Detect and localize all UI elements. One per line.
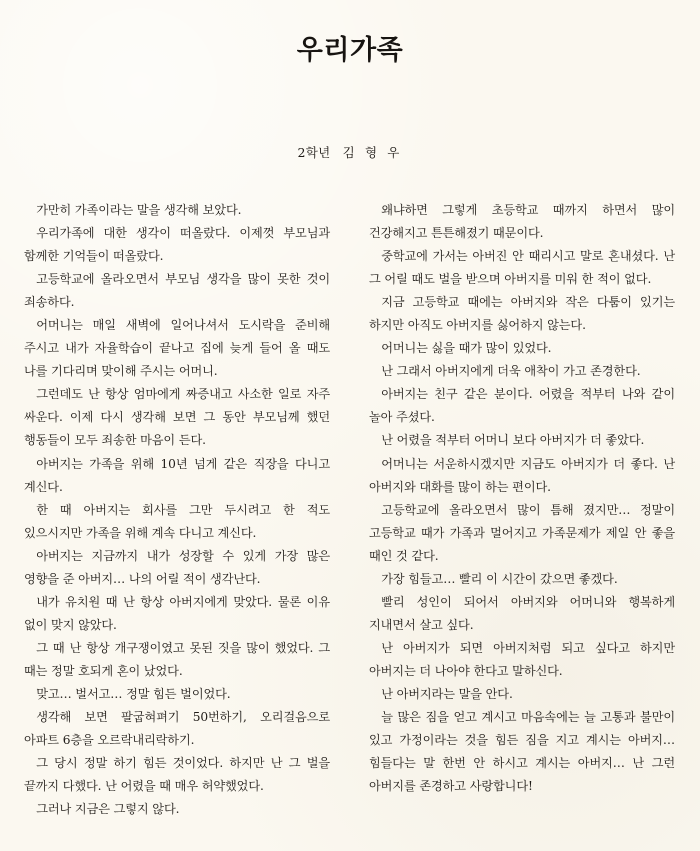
paragraph-left-4: 어머니는 매일 새벽에 일어나셔서 도시락을 준비해 주시고 내가 자율학습이 끝나고 집에 늦게 들어 올 때도 나를 기다리며 맞이해 주시는 어머니. [24, 318, 330, 379]
paragraph-left-2: 우리가족에 대한 생각이 떠올랐다. 이제껏 부모님과 함께한 기억들이 떠올랐다. [24, 226, 330, 264]
right-column [369, 199, 675, 798]
paragraph-right-10: 가장 힘들고… 빨리 이 시간이 갔으면 좋겠다. [381, 571, 618, 586]
paragraph-left-5: 그런데도 난 항상 엄마에게 짜증내고 사소한 일로 자주 싸운다. 이제 다시 생각해 보면 그 동안 부모님께 했던 행동들이 모두 죄송한 마음이 든다. [24, 387, 330, 448]
student-grade: 2학년 [297, 145, 331, 160]
paragraph-left-8: 아버지는 지금까지 내가 성장할 수 있게 가장 많은 영향을 준 아버지… 나의 어릴 적이 생각난다. [24, 548, 330, 586]
paragraph-left-9: 내가 유치원 때 난 항상 아버지에게 맞았다. 물론 이유 없이 맞지 않았다. [24, 594, 330, 632]
paragraph-right-9: 고등학교에 올라오면서 많이 틈해 졌지만… 정말이 고등학교 때가 가족과 멀어지고 가족문제가 제일 안 좋을 때인 것 같다. [369, 502, 675, 563]
paragraph-left-14: 그러나 지금은 그렇지 않다. [36, 802, 180, 817]
paragraph-right-4: 어머니는 싫을 때가 많이 있었다. [381, 341, 552, 356]
paragraph-left-7: 한 때 아버지는 회사를 그만 두시려고 한 적도 있으시지만 가족을 위해 계속 다니고 계신다. [24, 502, 330, 540]
paragraph-right-11: 빨리 성인이 되어서 아버지와 어머니와 행복하게 지내면서 살고 싶다. [369, 594, 675, 632]
paragraph-left-6: 아버지는 가족을 위해 10년 넘게 같은 직장을 다니고 계신다. [24, 456, 330, 494]
paragraph-right-3: 지금 고등학교 때에는 아버지와 작은 다툼이 있기는 하지만 아직도 아버지를 싫어하지 않는다. [369, 295, 675, 333]
paragraph-right-1: 왜냐하면 그렇게 초등학교 때까지 하면서 많이 건강해지고 튼튼해졌기 때문이다. [369, 203, 675, 241]
paragraph-right-12: 난 아버지가 되면 아버지처럼 되고 싶다고 하지만 아버지는 더 나아야 한다고 말하신다. [369, 640, 675, 678]
paragraph-left-1: 가만히 가족이라는 말을 생각해 보았다. [36, 203, 242, 217]
student-name: 김 형 우 [342, 145, 403, 160]
paragraph-right-7: 난 어렸을 적부터 어머니 보다 아버지가 더 좋았다. [381, 433, 645, 448]
paragraph-right-14: 늘 많은 짐을 얻고 계시고 마음속에는 늘 고통과 불만이 있고 가정이라는 것을 힘든 짐을 지고 계시는 아버지… 힘들다는 말 한번 안 하시고 계시는 아버지… 난 그런 아버지를 존경하고 사랑합니다! [369, 710, 675, 794]
left-column [24, 199, 330, 821]
paragraph-left-12: 생각해 보면 팔굽혀펴기 50번하기, 오리걸음으로 아파트 6층을 오르락내리락하기. [24, 710, 330, 748]
paragraph-right-5: 난 그래서 아버지에게 더욱 애착이 가고 존경한다. [381, 364, 641, 379]
paragraph-right-8: 어머니는 서운하시겠지만 지금도 아버지가 더 좋다. 난 아버지와 대화를 많이 하는 편이다. [369, 456, 675, 494]
page-title: 우리가족 [296, 35, 404, 66]
paragraph-left-11: 맞고… 벌서고… 정말 힘든 벌이었다. [36, 686, 231, 701]
paragraph-left-10: 그 때 난 항상 개구쟁이였고 못된 짓을 많이 했었다. 그 때는 정말 호되게 혼이 났었다. [24, 640, 330, 678]
paragraph-left-13: 그 당시 정말 하기 힘든 것이었다. 하지만 난 그 벌을 끝까지 다했다. 난 어렸을 때 매우 허약했었다. [24, 756, 330, 794]
paragraph-left-3: 고등학교에 올라오면서 부모님 생각을 많이 못한 것이 죄송하다. [24, 272, 330, 310]
paragraph-right-13: 난 아버지라는 말을 안다. [381, 686, 513, 701]
paragraph-right-2: 중학교에 가서는 아버진 안 때리시고 말로 혼내셨다. 난 그 어릴 때도 벌을 받으며 아버지를 미워 한 적이 없다. [369, 249, 675, 287]
paragraph-right-6: 아버지는 친구 같은 분이다. 어렸을 적부터 나와 같이 놀아 주셨다. [369, 387, 675, 425]
byline [0, 143, 700, 161]
